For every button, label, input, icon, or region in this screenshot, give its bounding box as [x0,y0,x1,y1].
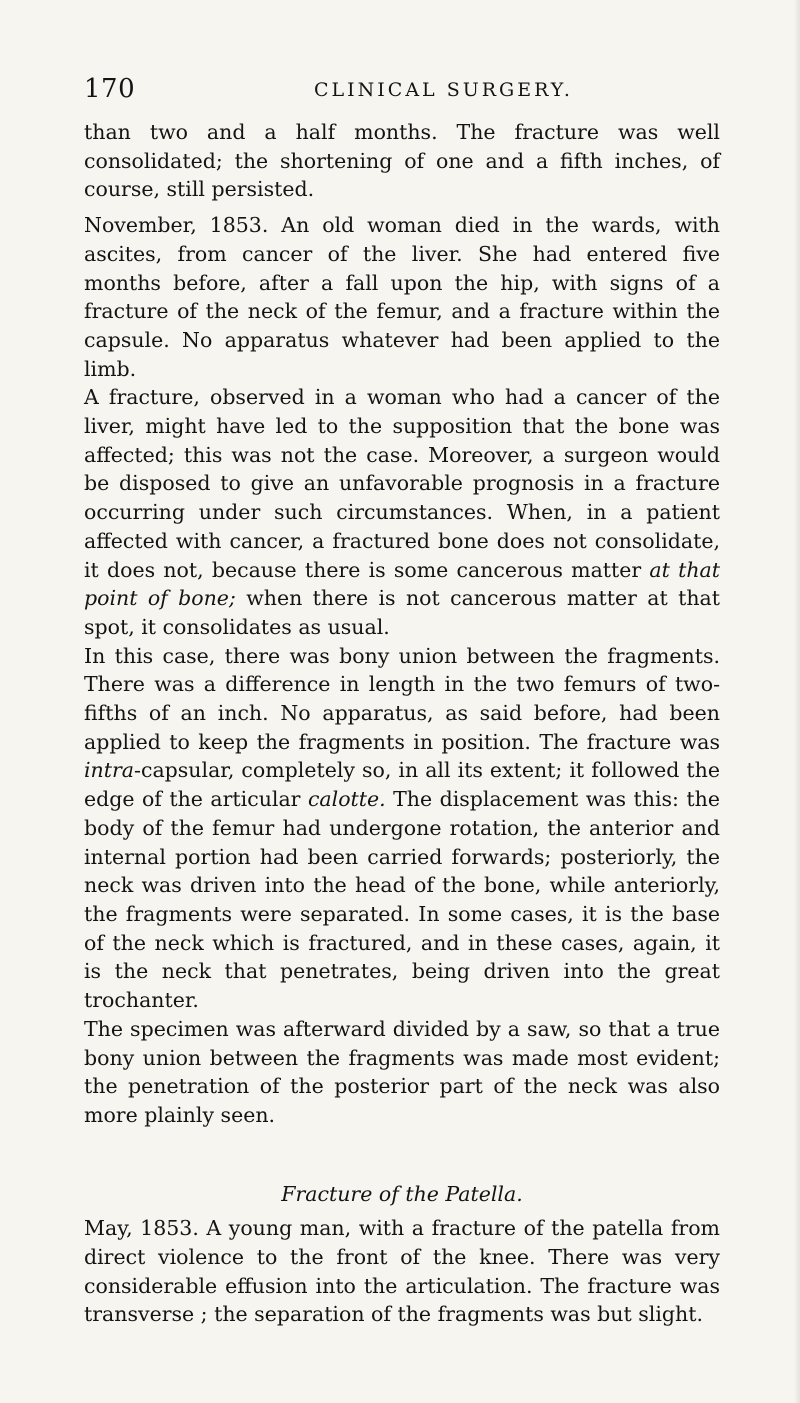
paragraph-bony-union-text-c: The displacement was this: the body of the femur had undergone rotation, the anterior and internal portion had been carried forwards; posteriorly, the neck was driven into the head of the bone, while anteriorly, the fragments were separated. In some cases, it is the base of the neck which is fractured, and in these cases, again, it is the neck that penetrates, being driven into the great trochanter. [84,787,720,1013]
paragraph-patella-case: May, 1853. A young man, with a fracture of the patella from direct violence to the front of the knee. There was very considerable effusion into the articulation. The fracture was transverse ; the separation of the fragments was but slight. [84,1216,720,1327]
page-header [84,74,724,114]
body-text [84,118,720,1329]
paragraph-bony-union-text-b: -capsular, completely so, in all its extent; it followed the edge of the articular [84,758,720,812]
italic-calotte: calotte. [307,787,386,812]
section-heading-patella: Fracture of the Patella. [281,1181,523,1206]
italic-at-that-point: at that point of bone; [84,557,720,611]
running-head: CLINICAL SURGERY. [314,79,573,101]
paragraph-bony-union-text-a: In this case, there was bony union between the fragments. There was a difference in length in the two femurs of two-fifths of an inch. No apparatus, as said before, had been applied to keep the fragments in position. The fracture was [84,643,720,754]
page-number: 170 [84,74,136,104]
paragraph-cancer-fracture-text-a: A fracture, observed in a woman who had a cancer of the liver, might have led to the supposition that the bone was affected; this was not the case. Moreover, a surgeon would be disposed to give an unfavorable prognosis in a fracture occurring under such circumstances. When, in a patient affected with cancer, a fractured bone does not consolidate, it does not, because there is some cancerous matter [84,385,720,582]
page-edge-shadow [794,0,800,1403]
paragraph-continuation: than two and a half months. The fracture was well consolidated; the shortening of one and a fifth inches, of course, still persisted. [84,120,720,202]
paragraph-cancer-fracture-text-b: when there is not cancerous matter at that spot, it consolidates as usual. [84,586,720,639]
paragraph-bony-union [84,642,720,1015]
paragraph-november-case: November, 1853. An old woman died in the wards, with ascites, from cancer of the liver. She had entered five months before, after a fall upon the hip, with signs of a fracture of the neck of the femur, and a fracture within the capsule. No apparatus whatever had been applied to the limb. [84,213,720,381]
paragraph-cancer-fracture [84,383,720,641]
italic-intra: intra [84,758,135,783]
paragraph-specimen: The specimen was afterward divided by a saw, so that a true bony union between the fragments was made most evident; the penetration of the posterior part of the neck was also more plainly seen. [84,1016,720,1127]
